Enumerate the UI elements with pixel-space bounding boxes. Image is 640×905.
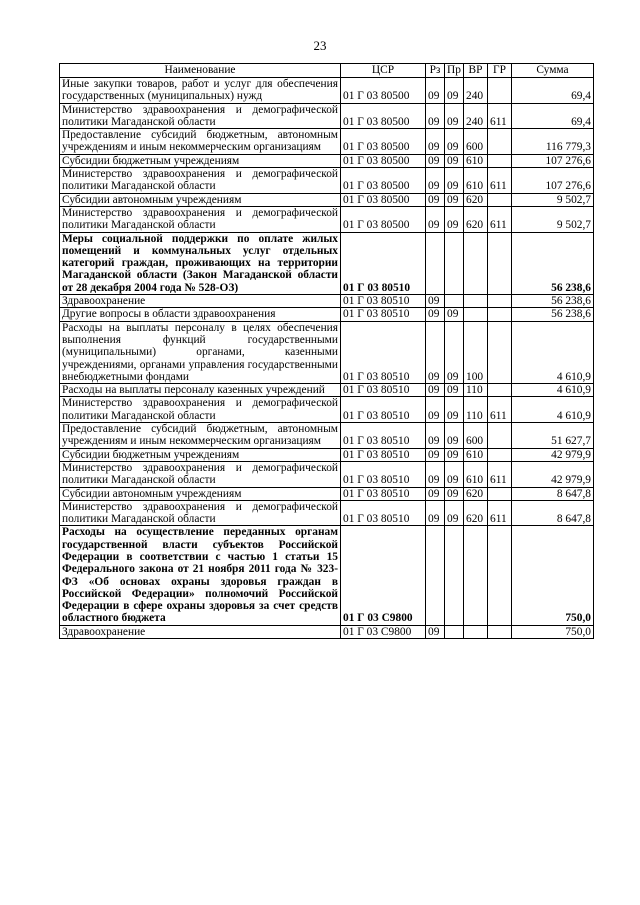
cell-name: Министерство здравоохранения и демографической политики Магаданской области	[60, 103, 341, 129]
cell-name: Субсидии бюджетным учреждениям	[60, 154, 341, 167]
cell-name: Предоставление субсидий бюджетным, автономным учреждениям и иным некоммерческим организациям	[60, 423, 341, 449]
cell-sum: 69,4	[512, 78, 594, 104]
table-row	[60, 526, 594, 625]
cell-pr: 09	[445, 308, 464, 321]
cell-sum: 750,0	[512, 526, 594, 625]
cell-name: Субсидии бюджетным учреждениям	[60, 448, 341, 461]
cell-csr: 01 Г 03 80500	[341, 193, 426, 206]
cell-sum: 56 238,6	[512, 295, 594, 308]
cell-rz: 09	[426, 193, 445, 206]
cell-gr: 611	[488, 397, 512, 423]
cell-sum: 42 979,9	[512, 448, 594, 461]
table-row	[60, 206, 594, 232]
cell-gr	[488, 154, 512, 167]
cell-gr: 611	[488, 206, 512, 232]
cell-vr	[464, 295, 488, 308]
cell-pr: 09	[445, 206, 464, 232]
cell-gr	[488, 232, 512, 294]
cell-vr: 620	[464, 500, 488, 526]
cell-vr: 100	[464, 321, 488, 383]
cell-pr: 09	[445, 448, 464, 461]
cell-vr	[464, 526, 488, 625]
cell-csr: 01 Г 03 80500	[341, 103, 426, 129]
cell-name: Министерство здравоохранения и демографической политики Магаданской области	[60, 168, 341, 194]
cell-pr	[445, 295, 464, 308]
cell-csr: 01 Г 03 80510	[341, 232, 426, 294]
cell-gr	[488, 193, 512, 206]
cell-name: Расходы на выплаты персоналу казенных учреждений	[60, 384, 341, 397]
cell-vr: 110	[464, 397, 488, 423]
cell-sum: 8 647,8	[512, 487, 594, 500]
cell-rz: 09	[426, 129, 445, 155]
header-gr: ГР	[488, 64, 512, 78]
cell-name: Министерство здравоохранения и демографической политики Магаданской области	[60, 500, 341, 526]
cell-pr: 09	[445, 154, 464, 167]
table-row	[60, 384, 594, 397]
cell-rz: 09	[426, 321, 445, 383]
cell-pr: 09	[445, 103, 464, 129]
table-row	[60, 232, 594, 294]
cell-rz: 09	[426, 397, 445, 423]
table-row	[60, 321, 594, 383]
cell-rz: 09	[426, 384, 445, 397]
cell-vr	[464, 308, 488, 321]
cell-rz: 09	[426, 448, 445, 461]
cell-pr	[445, 625, 464, 638]
cell-sum: 750,0	[512, 625, 594, 638]
header-rz: Рз	[426, 64, 445, 78]
table-row	[60, 308, 594, 321]
cell-rz: 09	[426, 308, 445, 321]
cell-sum: 9 502,7	[512, 193, 594, 206]
cell-csr: 01 Г 03 80500	[341, 129, 426, 155]
cell-sum: 56 238,6	[512, 232, 594, 294]
cell-sum: 8 647,8	[512, 500, 594, 526]
cell-sum: 9 502,7	[512, 206, 594, 232]
cell-sum: 56 238,6	[512, 308, 594, 321]
table-row	[60, 154, 594, 167]
cell-pr: 09	[445, 129, 464, 155]
cell-vr: 610	[464, 448, 488, 461]
cell-sum: 51 627,7	[512, 423, 594, 449]
header-sum: Сумма	[512, 64, 594, 78]
cell-vr: 610	[464, 154, 488, 167]
budget-table	[59, 63, 594, 639]
cell-pr: 09	[445, 193, 464, 206]
cell-sum: 69,4	[512, 103, 594, 129]
cell-pr: 09	[445, 461, 464, 487]
cell-pr: 09	[445, 397, 464, 423]
cell-pr: 09	[445, 487, 464, 500]
cell-gr	[488, 487, 512, 500]
table-row	[60, 500, 594, 526]
cell-gr: 611	[488, 461, 512, 487]
cell-gr: 611	[488, 500, 512, 526]
cell-pr: 09	[445, 78, 464, 104]
cell-csr: 01 Г 03 80510	[341, 448, 426, 461]
cell-sum: 4 610,9	[512, 321, 594, 383]
table-row	[60, 625, 594, 638]
cell-name: Министерство здравоохранения и демографической политики Магаданской области	[60, 206, 341, 232]
table-row	[60, 129, 594, 155]
cell-pr	[445, 232, 464, 294]
cell-name: Здравоохранение	[60, 625, 341, 638]
page-number: 23	[313, 38, 327, 53]
cell-gr: 611	[488, 103, 512, 129]
table-header-row	[60, 64, 594, 78]
cell-rz: 09	[426, 423, 445, 449]
cell-rz: 09	[426, 487, 445, 500]
cell-csr: 01 Г 03 80510	[341, 397, 426, 423]
cell-csr: 01 Г 03 80510	[341, 384, 426, 397]
cell-rz	[426, 526, 445, 625]
cell-csr: 01 Г 03 80510	[341, 295, 426, 308]
cell-sum: 4 610,9	[512, 397, 594, 423]
cell-csr: 01 Г 03 80510	[341, 308, 426, 321]
table-row	[60, 487, 594, 500]
cell-sum: 107 276,6	[512, 168, 594, 194]
cell-name: Министерство здравоохранения и демографической политики Магаданской области	[60, 397, 341, 423]
cell-gr	[488, 423, 512, 449]
table-row	[60, 448, 594, 461]
cell-sum: 116 779,3	[512, 129, 594, 155]
cell-rz: 09	[426, 461, 445, 487]
table-row	[60, 397, 594, 423]
cell-name: Другие вопросы в области здравоохранения	[60, 308, 341, 321]
cell-rz: 09	[426, 168, 445, 194]
table-row	[60, 103, 594, 129]
cell-gr	[488, 78, 512, 104]
cell-csr: 01 Г 03 С9800	[341, 625, 426, 638]
cell-vr: 240	[464, 103, 488, 129]
cell-gr: 611	[488, 168, 512, 194]
cell-vr: 620	[464, 487, 488, 500]
cell-sum: 4 610,9	[512, 384, 594, 397]
cell-rz: 09	[426, 103, 445, 129]
cell-name: Министерство здравоохранения и демографической политики Магаданской области	[60, 461, 341, 487]
header-vr: ВР	[464, 64, 488, 78]
table-row	[60, 295, 594, 308]
cell-pr	[445, 526, 464, 625]
cell-csr: 01 Г 03 80500	[341, 78, 426, 104]
cell-gr	[488, 526, 512, 625]
cell-csr: 01 Г 03 80510	[341, 461, 426, 487]
cell-vr: 620	[464, 193, 488, 206]
cell-pr: 09	[445, 500, 464, 526]
cell-sum: 42 979,9	[512, 461, 594, 487]
cell-gr	[488, 129, 512, 155]
cell-pr: 09	[445, 168, 464, 194]
cell-name: Иные закупки товаров, работ и услуг для обеспечения государственных (муниципальных) нужд	[60, 78, 341, 104]
header-pr: Пр	[445, 64, 464, 78]
cell-rz: 09	[426, 154, 445, 167]
cell-csr: 01 Г 03 80510	[341, 500, 426, 526]
cell-vr	[464, 625, 488, 638]
cell-pr: 09	[445, 423, 464, 449]
cell-vr: 610	[464, 461, 488, 487]
cell-csr: 01 Г 03 80510	[341, 423, 426, 449]
cell-csr: 01 Г 03 80510	[341, 487, 426, 500]
cell-vr: 240	[464, 78, 488, 104]
cell-pr: 09	[445, 321, 464, 383]
cell-gr	[488, 448, 512, 461]
cell-rz: 09	[426, 78, 445, 104]
cell-name: Субсидии автономным учреждениям	[60, 487, 341, 500]
cell-csr: 01 Г 03 80510	[341, 321, 426, 383]
cell-pr: 09	[445, 384, 464, 397]
cell-rz	[426, 232, 445, 294]
cell-rz: 09	[426, 625, 445, 638]
cell-vr: 600	[464, 129, 488, 155]
cell-csr: 01 Г 03 80500	[341, 168, 426, 194]
cell-gr	[488, 625, 512, 638]
cell-gr	[488, 308, 512, 321]
cell-vr	[464, 232, 488, 294]
cell-rz: 09	[426, 500, 445, 526]
cell-vr: 600	[464, 423, 488, 449]
cell-sum: 107 276,6	[512, 154, 594, 167]
cell-vr: 110	[464, 384, 488, 397]
cell-rz: 09	[426, 295, 445, 308]
cell-name: Расходы на осуществление переданных органам государственной власти субъектов Российской Федерации в соответствии с частью 1 статьи 15 Федерального закона от 21 ноября 2011 года № 323-ФЗ «Об основах охраны здоровья граждан в Российской Федерации» полномочий Российской Федерации в сфере охраны здоровья за счет средств областного бюджета	[60, 526, 341, 625]
cell-csr: 01 Г 03 С9800	[341, 526, 426, 625]
cell-gr	[488, 321, 512, 383]
table-row	[60, 78, 594, 104]
cell-gr	[488, 295, 512, 308]
cell-name: Субсидии автономным учреждениям	[60, 193, 341, 206]
table-row	[60, 168, 594, 194]
cell-name: Расходы на выплаты персоналу в целях обеспечения выполнения функций государственными (муниципальными) органами, казенными учреждениями, органами управления государственными внебюджетными фондами	[60, 321, 341, 383]
cell-vr: 610	[464, 168, 488, 194]
table-row	[60, 423, 594, 449]
cell-name: Предоставление субсидий бюджетным, автономным учреждениям и иным некоммерческим организациям	[60, 129, 341, 155]
cell-csr: 01 Г 03 80500	[341, 206, 426, 232]
cell-csr: 01 Г 03 80500	[341, 154, 426, 167]
cell-name: Меры социальной поддержки по оплате жилых помещений и коммунальных услуг отдельных категорий граждан, проживающих на территории Магаданской области (Закон Магаданской области от 28 декабря 2004 года № 528-ОЗ)	[60, 232, 341, 294]
cell-rz: 09	[426, 206, 445, 232]
cell-vr: 620	[464, 206, 488, 232]
cell-name: Здравоохранение	[60, 295, 341, 308]
table-row	[60, 193, 594, 206]
header-name: Наименование	[60, 64, 341, 78]
table-row	[60, 461, 594, 487]
header-csr: ЦСР	[341, 64, 426, 78]
cell-gr	[488, 384, 512, 397]
